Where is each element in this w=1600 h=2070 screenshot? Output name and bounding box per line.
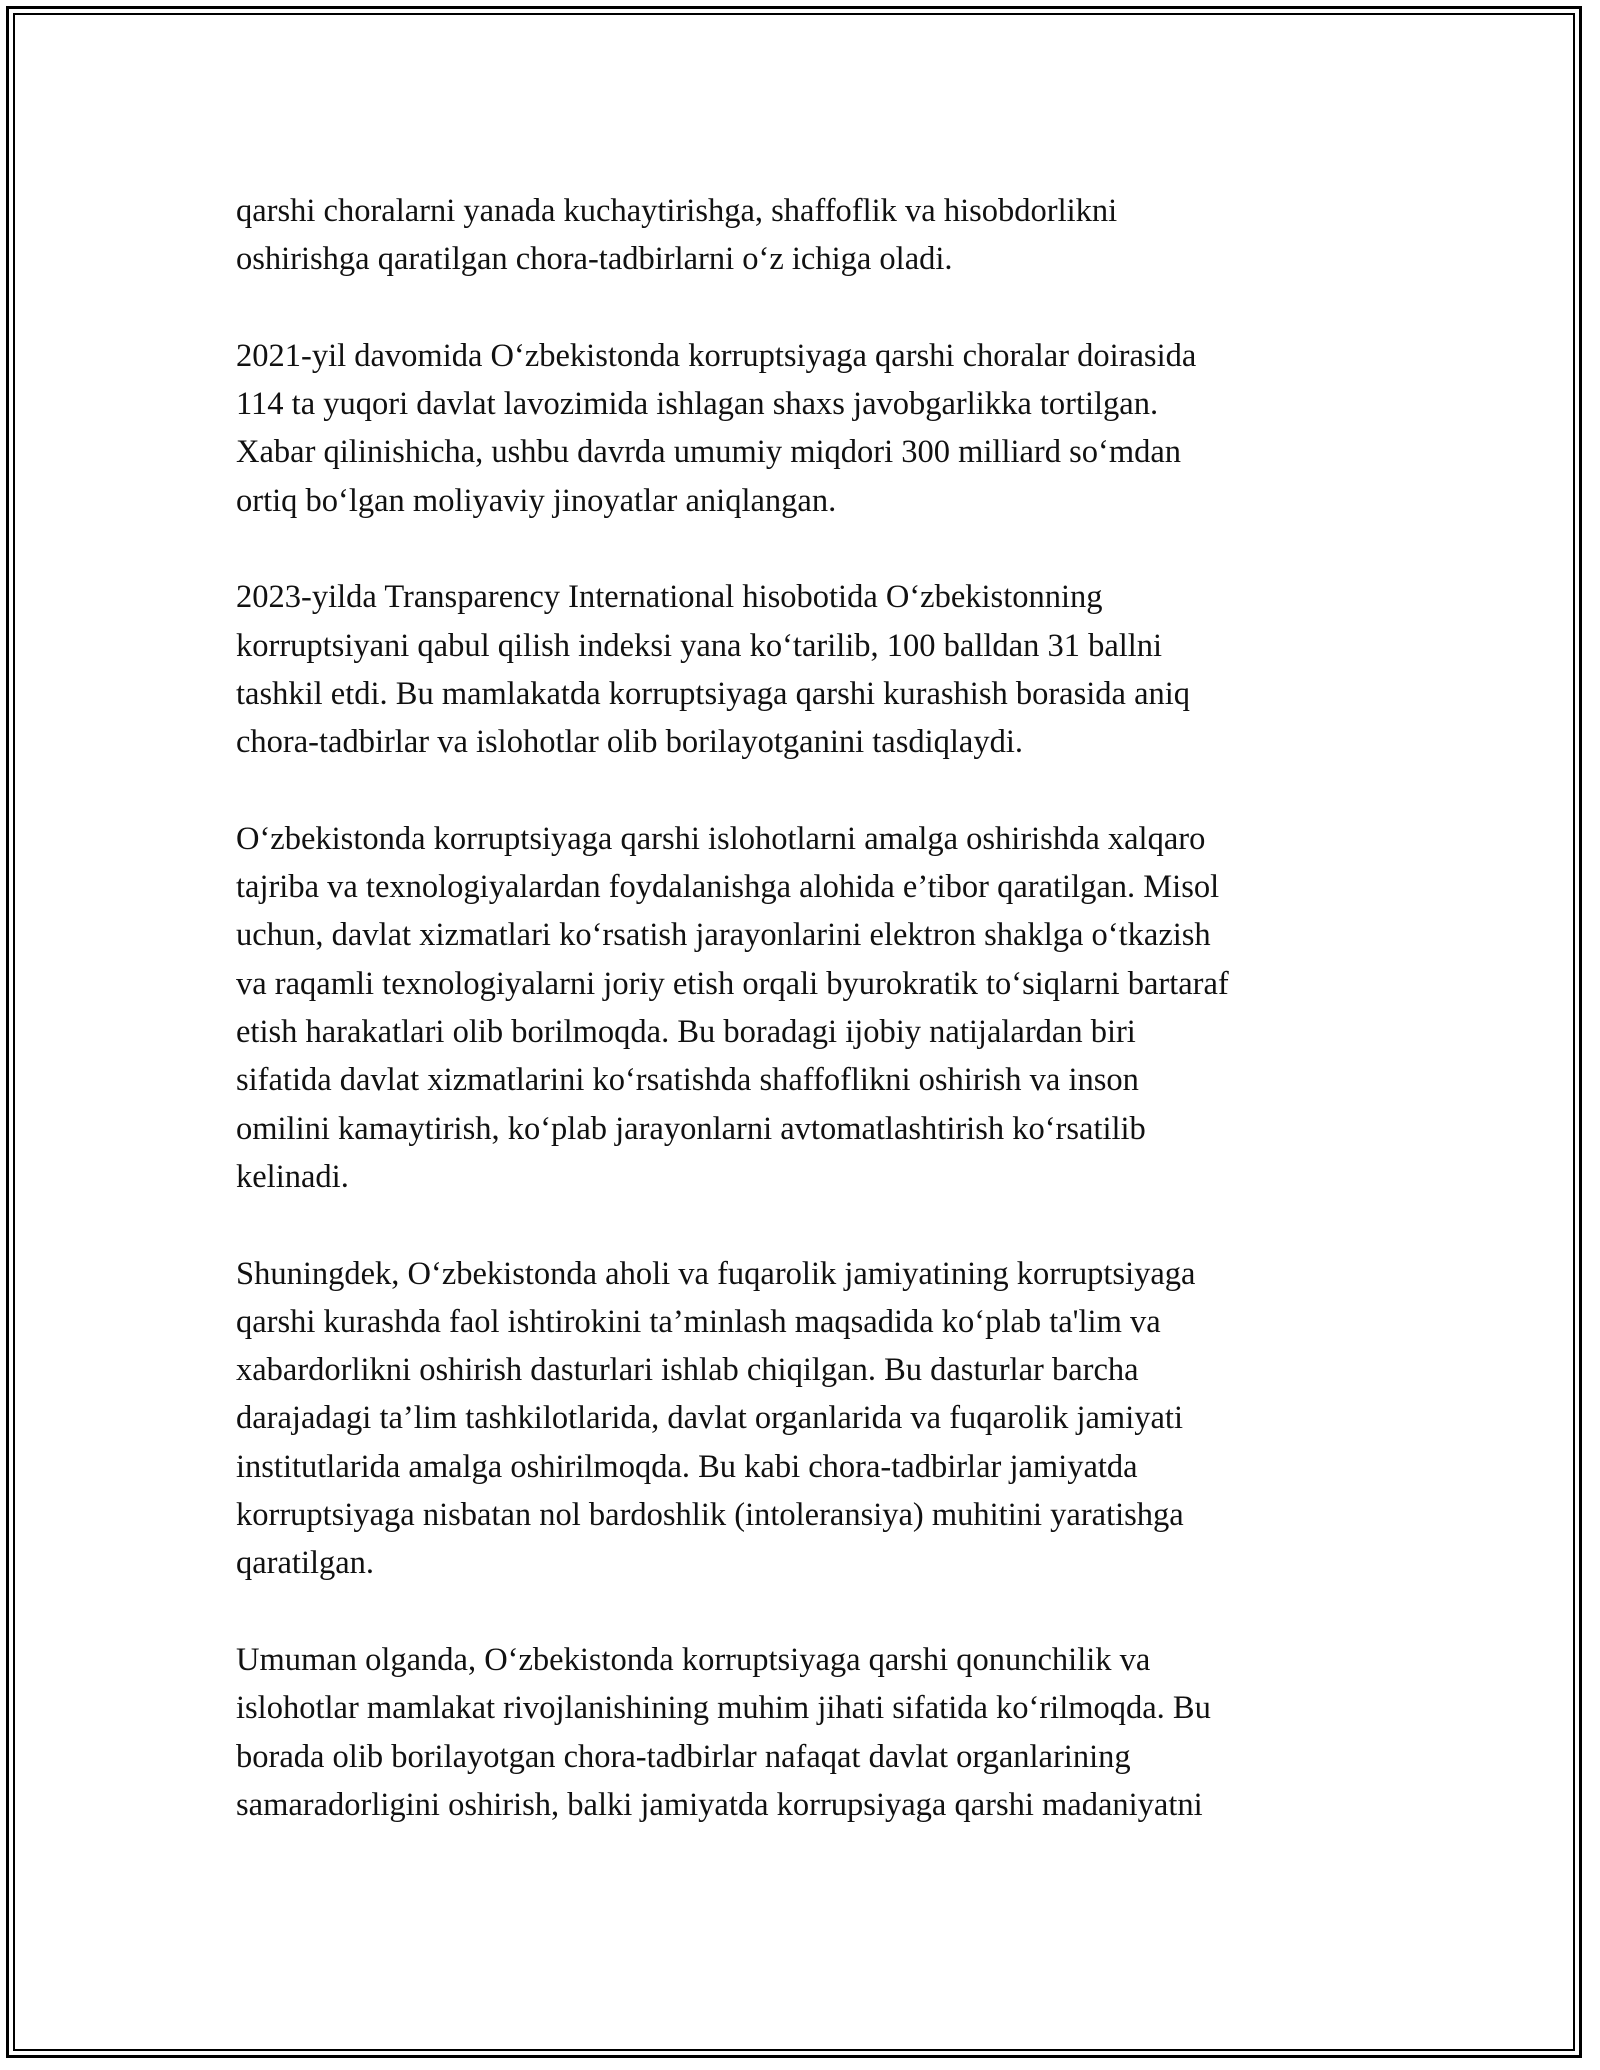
paragraph-international-experience: Oʻzbekistonda korruptsiyaga qarshi islohotlarni amalga oshirishda xalqaro tajriba va texnologiyalardan foydalanishga alohida e’tibor qaratilgan. Misol uchun, davlat xizmatlari koʻrsatish jarayonlarini elektron shaklga oʻtkazish va raqamli texnologiyalarni joriy etish orqali byurokratik toʻsiqlarni bartaraf etish harakatlari olib borilmoqda. Bu boradagi ijobiy natijalardan biri sifatida davlat xizmatlarini koʻrsatishda shaffoflikni oshirish va inson omilini kamaytirish, koʻplab jarayonlarni avtomatlashtirish koʻrsatilib kelinadi. <box>236 820 1229 1195</box>
paragraph-continuation: qarshi choralarni yanada kuchaytirishga, shaffoflik va hisobdorlikni oshirishga qaratilgan chora-tadbirlarni oʻz ichiga oladi. <box>236 193 1118 278</box>
paragraph-conclusion: Umuman olganda, Oʻzbekistonda korruptsiyaga qarshi qonunchilik va islohotlar mamlakat rivojlanishining muhim jihati sifatida koʻrilmoqda. Bu borada olib borilayotgan chora-tadbirlar nafaqat davlat organlarining samaradorligini oshirish, balki jamiyatda korrupsiyaga qarshi madaniyatni <box>236 1641 1211 1823</box>
paragraph-civil-society-education: Shuningdek, Oʻzbekistonda aholi va fuqarolik jamiyatining korruptsiyaga qarshi kurashda faol ishtirokini ta’minlash maqsadida koʻplab ta'lim va xabardorlikni oshirish dasturlari ishlab chiqilgan. Bu dasturlar barcha darajadagi ta’lim tashkilotlarida, davlat organlarida va fuqarolik jamiyati institutlarida amalga oshirilmoqda. Bu kabi chora-tadbirlar jamiyatda korruptsiyaga nisbatan nol bardoshlik (intoleransiya) muhitini yaratishga qaratilgan. <box>236 1255 1196 1582</box>
paragraph-2023-transparency-index: 2023-yilda Transparency International hisobotida Oʻzbekistonning korruptsiyani qabul qilish indeksi yana koʻtarilib, 100 balldan 31 ballni tashkil etdi. Bu mamlakatda korruptsiyaga qarshi kurashish borasida aniq chora-tadbirlar va islohotlar olib borilayotganini tasdiqlaydi. <box>236 579 1191 761</box>
document-body <box>236 187 1366 1829</box>
paragraph-2021-accountability: 2021-yil davomida Oʻzbekistonda korruptsiyaga qarshi choralar doirasida 114 ta yuqori davlat lavozimida ishlagan shaxs javobgarlikka tortilgan. Xabar qilinishicha, ushbu davrda umumiy miqdori 300 milliard soʻmdan ortiq boʻlgan moliyaviy jinoyatlar aniqlangan. <box>236 337 1197 519</box>
